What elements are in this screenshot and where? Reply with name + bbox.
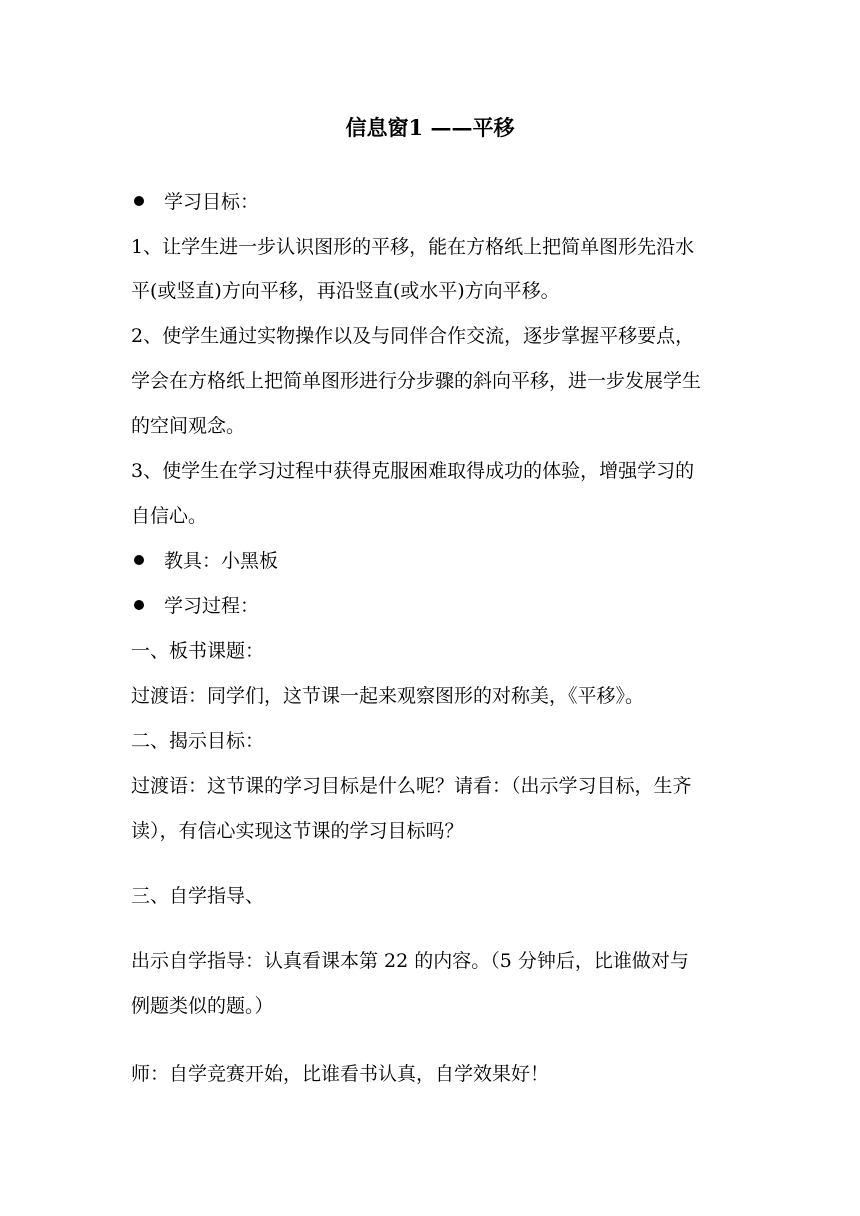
step-2-heading: 二、揭示目标： xyxy=(131,730,265,752)
objective-2-line-2: 学会在方格纸上把简单图形进行分步骤的斜向平移，进一步发展学生 xyxy=(131,370,702,392)
bullet-icon xyxy=(134,600,144,610)
tools-line xyxy=(131,545,736,577)
objective-1-line-1: 1、让学生进一步认识图形的平移，能在方格纸上把简单图形先沿水 xyxy=(131,236,695,258)
step-3-line-1: 出示自学指导：认真看课本第 22 的内容。（5 分钟后，比谁做对与 xyxy=(131,950,689,972)
objectives-heading xyxy=(131,186,736,218)
teacher-line: 师：自学竞赛开始，比谁看书认真，自学效果好！ xyxy=(131,1063,550,1085)
process-heading xyxy=(131,590,736,622)
page-title: 信息窗1 ——平移 xyxy=(345,115,515,140)
objective-3-line-1: 3、使学生在学习过程中获得克服困难取得成功的体验，增强学习的 xyxy=(131,460,695,482)
process-heading-text: 学习过程： xyxy=(164,595,260,617)
objective-2-line-1: 2、使学生通过实物操作以及与同伴合作交流，逐步掌握平移要点， xyxy=(131,325,695,347)
bullet-icon xyxy=(134,196,144,206)
tools-text: 教具：小黑板 xyxy=(164,550,279,572)
step-1-heading: 一、板书课题： xyxy=(131,640,265,662)
step-2-line-1: 过渡语：这节课的学习目标是什么呢？请看：（出示学习目标，生齐 xyxy=(131,775,692,797)
objectives-heading-text: 学习目标： xyxy=(164,191,260,213)
objective-1-line-2: 平(或竖直)方向平移，再沿竖直(或水平)方向平移。 xyxy=(131,280,560,302)
objective-3-line-2: 自信心。 xyxy=(131,505,208,527)
step-3-line-2: 例题类似的题。） xyxy=(131,995,274,1017)
objective-2-line-3: 的空间观念。 xyxy=(131,415,246,437)
bullet-icon xyxy=(134,555,144,565)
step-1-text: 过渡语：同学们，这节课一起来观察图形的对称美，《平移》。 xyxy=(131,685,645,707)
step-3-heading: 三、自学指导、 xyxy=(131,885,265,907)
step-2-line-2: 读），有信心实现这节课的学习目标吗？ xyxy=(131,820,464,842)
